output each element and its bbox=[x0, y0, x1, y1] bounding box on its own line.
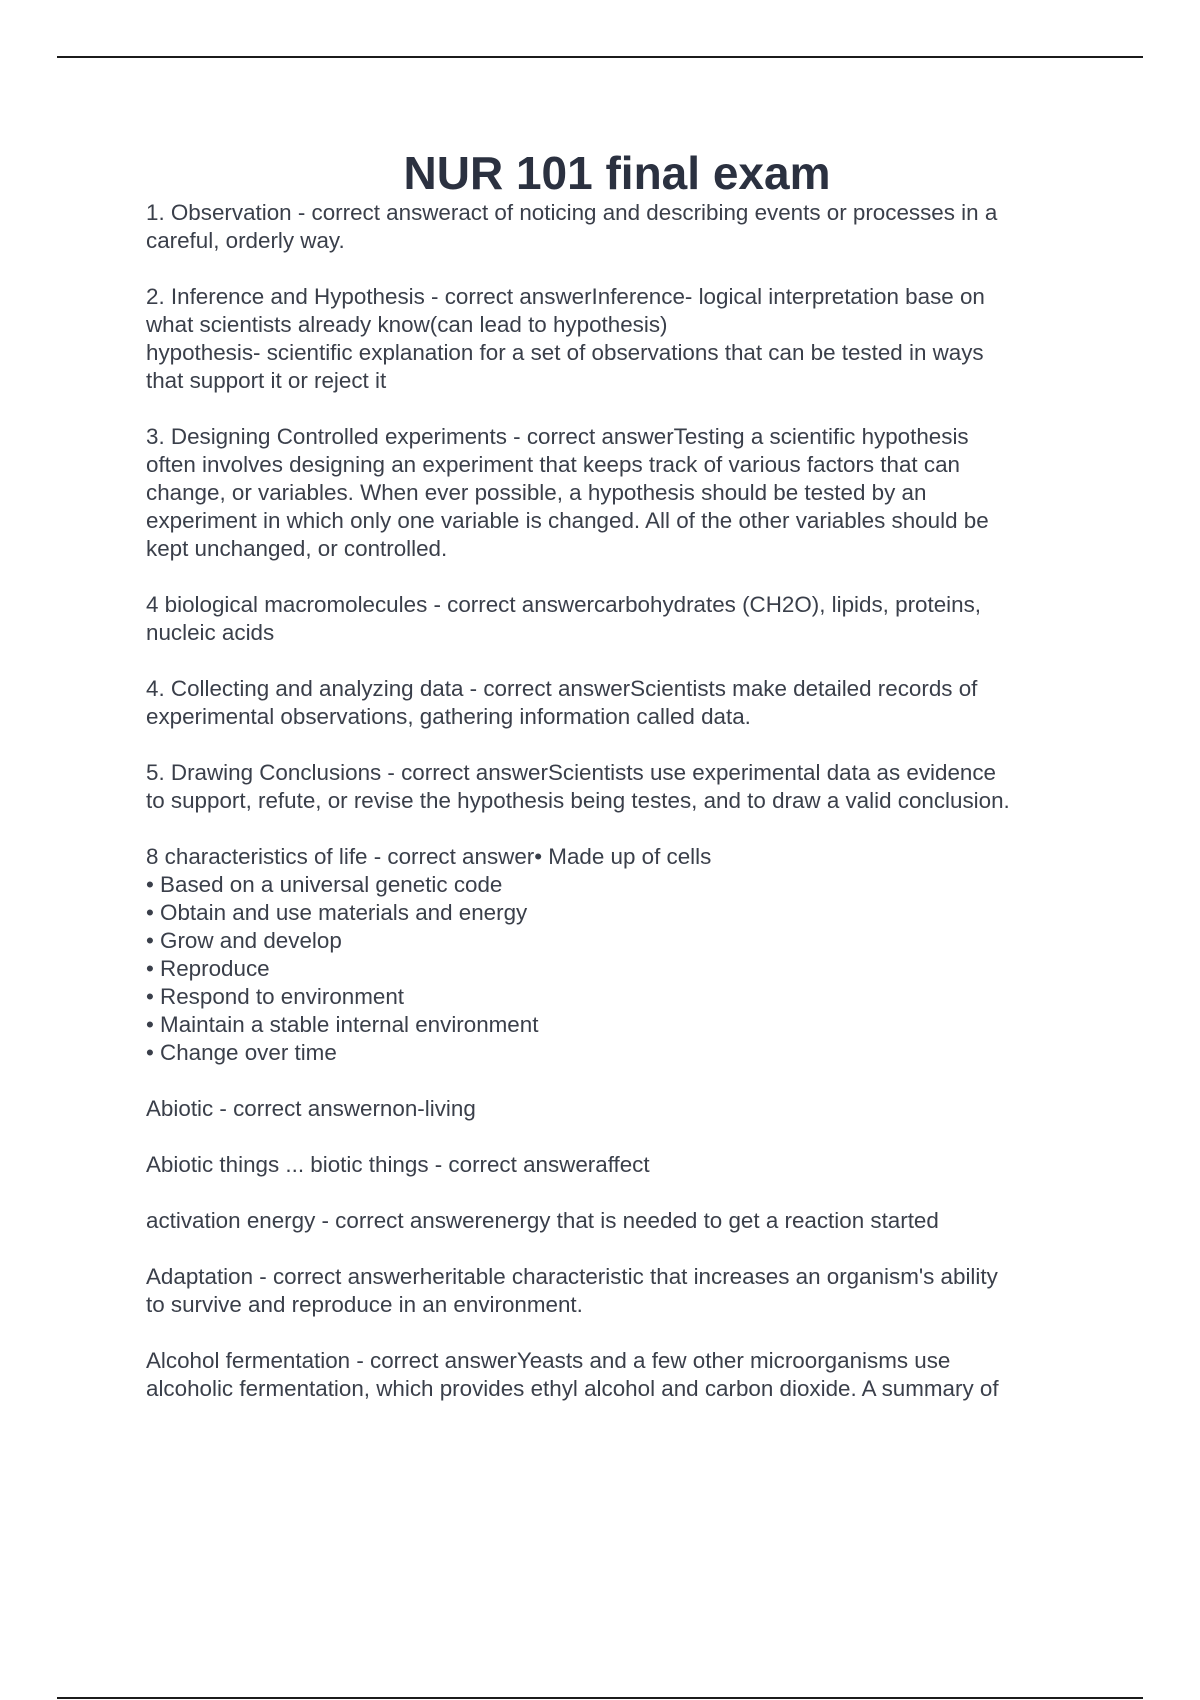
page-title: NUR 101 final exam bbox=[403, 147, 831, 199]
top-rule bbox=[57, 56, 1143, 58]
entry-controlled-experiments: 3. Designing Controlled experiments - correct answerTesting a scientific hypothesis often involves designing an experiment that keeps track of various factors that can change, or variables. When ever possible, a hypothesis should be tested by an experiment in which only one variable is changed. All of the other variables should be kept unchanged, or controlled. bbox=[146, 424, 989, 561]
entry-observation: 1. Observation - correct answeract of noticing and describing events or processes in a careful, orderly way. bbox=[146, 200, 998, 253]
entry-characteristics-of-life: 8 characteristics of life - correct answer• Made up of cells • Based on a universal genetic code • Obtain and use materials and energy • Grow and develop • Reproduce • Respond to environment • Maintain a stable internal environment • Change over time bbox=[146, 844, 712, 1065]
entry-collecting-data: 4. Collecting and analyzing data - correct answerScientists make detailed records of experimental observations, gathering information called data. bbox=[146, 676, 978, 729]
document-body bbox=[146, 199, 1086, 1431]
entry-alcohol-fermentation: Alcohol fermentation - correct answerYeasts and a few other microorganisms use alcoholic fermentation, which provides ethyl alcohol and carbon dioxide. A summary of bbox=[146, 1348, 999, 1401]
entry-adaptation: Adaptation - correct answerheritable characteristic that increases an organism's ability to survive and reproduce in an environment. bbox=[146, 1264, 998, 1317]
entry-inference-hypothesis: 2. Inference and Hypothesis - correct answerInference- logical interpretation base on what scientists already know(can lead to hypothesis) hypothesis- scientific explanation for a set of observations that can be tested in ways that support it or reject it bbox=[146, 284, 985, 393]
entry-activation-energy: activation energy - correct answerenergy that is needed to get a reaction started bbox=[146, 1208, 939, 1233]
entry-drawing-conclusions: 5. Drawing Conclusions - correct answerScientists use experimental data as evidence to support, refute, or revise the hypothesis being testes, and to draw a valid conclusion. bbox=[146, 760, 1010, 813]
entry-macromolecules: 4 biological macromolecules - correct answercarbohydrates (CH2O), lipids, proteins, nucleic acids bbox=[146, 592, 982, 645]
bottom-rule bbox=[57, 1697, 1143, 1699]
entry-abiotic: Abiotic - correct answernon-living bbox=[146, 1096, 476, 1121]
entry-abiotic-biotic: Abiotic things ... biotic things - correct answeraffect bbox=[146, 1152, 650, 1177]
